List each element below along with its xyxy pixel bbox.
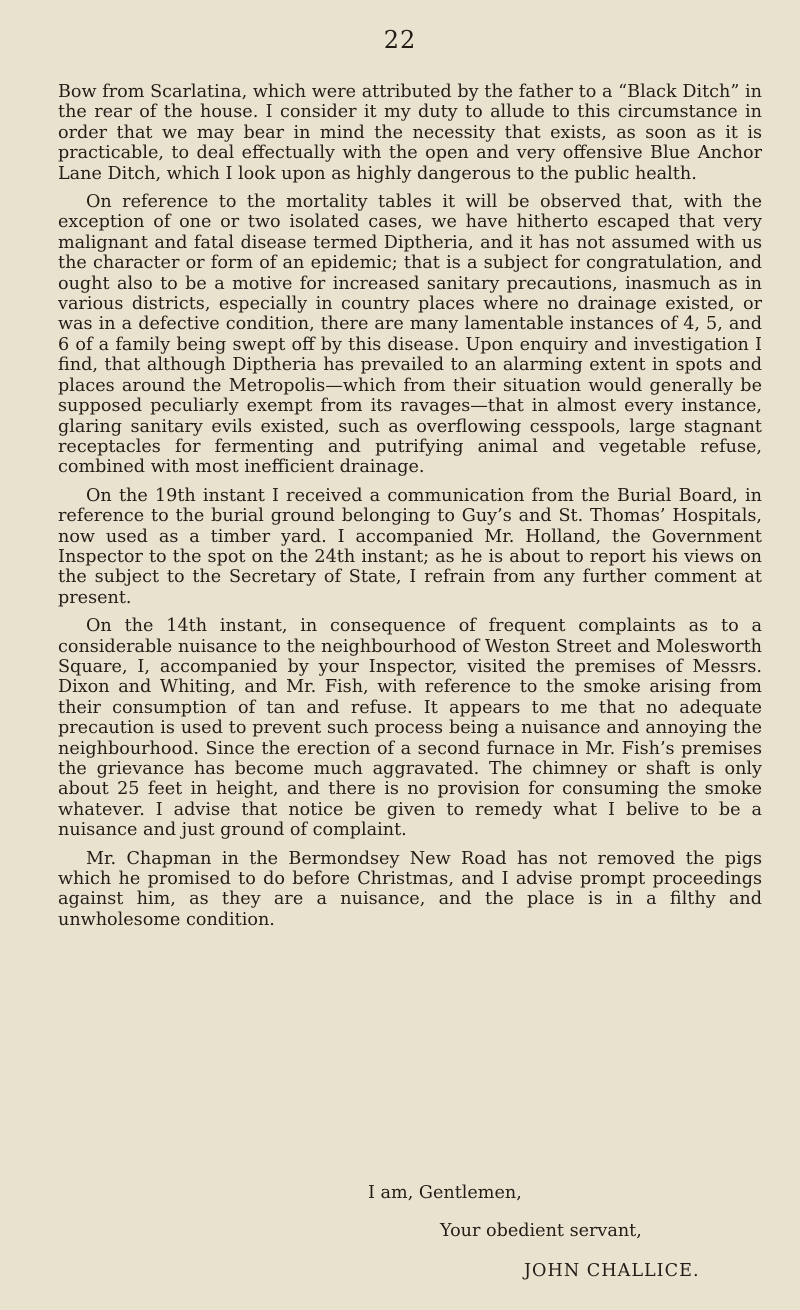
- paragraph-pigs: Mr. Chapman in the Bermondsey New Road has not removed the pigs which he promised to do before Christmas, and I advise prompt proceedings against him, as they are a nuisance, and the place is in a filthy and unwholesome condition.: [58, 848, 762, 930]
- closing-salutation: I am, Gentlemen,: [368, 1183, 522, 1203]
- closing-servant: Your obedient servant,: [440, 1221, 642, 1241]
- paragraph-scarlatina: Bow from Scarlatina, which were attributed by the father to a “Black Ditch” in the rear of the house. I consider it my duty to allude to this circumstance in order that we may bear in mind the necessity that exists, as soon as it is practicable, to deal effectually with the open and very offensive Blue Anchor Lane Ditch, which I look upon as highly dangerous to the public health.: [58, 82, 762, 184]
- paragraph-smoke-nuisance: On the 14th instant, in consequence of frequent complaints as to a considerable nuisance to the neighbourhood of Weston Street and Molesworth Square, I, accompanied by your Inspector, visited the premises of Messrs. Dixon and Whiting, and Mr. Fish, with reference to the smoke arising from their consumption of tan and refuse. It appears to me that no adequate precaution is used to prevent such process being a nuisance and annoying the neighbourhood. Since the erection of a second furnace in Mr. Fish’s premises the grievance has become much aggravated. The chimney or shaft is only about 25 feet in height, and there is no provision for consuming the smoke whatever. I advise that notice be given to remedy what I belive to be a nuisance and just ground of complaint.: [58, 616, 762, 841]
- paragraph-burial-ground: On the 19th instant I received a communication from the Burial Board, in reference to the burial ground belonging to Guy’s and St. Thomas’ Hospitals, now used as a timber yard. I accompanied Mr. Holland, the Government Inspector to the spot on the 24th instant; as he is about to report his views on the subject to the Secretary of State, I refrain from any further comment at present.: [58, 485, 762, 608]
- signature: JOHN CHALLICE.: [524, 1261, 700, 1281]
- page-number: 22: [383, 26, 417, 54]
- paragraph-diptheria: On reference to the mortality tables it will be observed that, with the exception of one or two isolated cases, we have hitherto escaped that very malignant and fatal disease termed Diptheria, and it has not assumed with us the character or form of an epidemic; that is a subject for congratulation, and ought also to be a motive for increased sanitary precautions, inasmuch as in various districts, especially in country places where no drainage existed, or was in a defective condition, there are many lamentable instances of 4, 5, and 6 of a family being swept off by this disease. Upon enquiry and investigation I find, that although Diptheria has prevailed to an alarming extent in spots and places around the Metropolis—which from their situation would generally be supposed peculiarly exempt from its ravages—that in almost every instance, glaring sanitary evils existed, such as overflowing cesspools, large stagnant receptacles for fermenting and putrifying animal and vegetable refuse, combined with most inefficient drainage.: [58, 192, 762, 478]
- report-body: [58, 82, 762, 938]
